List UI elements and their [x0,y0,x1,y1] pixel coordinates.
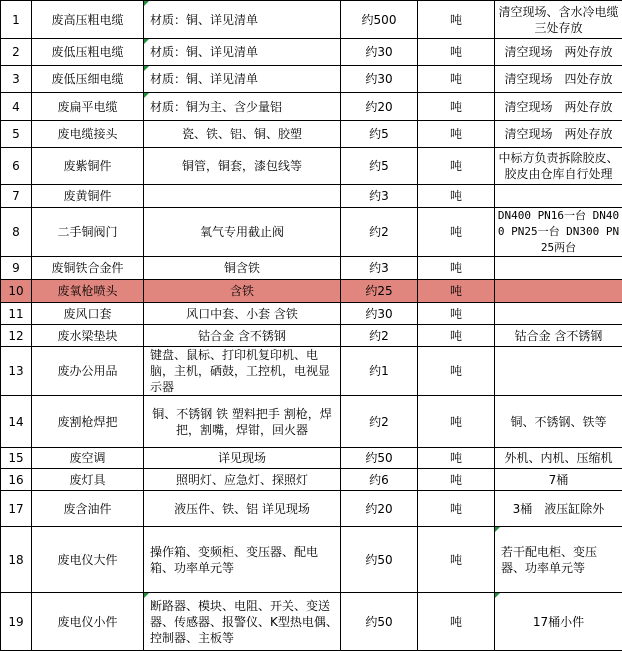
table-row[interactable] [1,491,622,527]
table-row-selected[interactable] [1,280,622,303]
cell-remark [495,185,622,208]
cell-index: 3 [1,66,32,93]
cell-item-name: 废电仪小件 [32,593,144,651]
cell-unit: 吨 [418,396,495,448]
cell-item-name: 废风口套 [32,303,144,325]
cell-material: 材质：铜、详见清单 [144,39,341,66]
cell-unit: 吨 [418,469,495,491]
cell-index: 17 [1,491,32,527]
table-row[interactable] [1,185,622,208]
cell-quantity: 约30 [341,303,418,325]
cell-index: 15 [1,448,32,469]
cell-quantity: 约2 [341,325,418,347]
cell-material: 瓷、铁、铝、铜、胶塑 [144,121,341,148]
table-row[interactable] [1,593,622,651]
cell-unit: 吨 [418,1,495,39]
cell-quantity: 约5 [341,121,418,148]
cell-remark: 17桶小件 [495,593,622,651]
cell-index: 8 [1,208,32,257]
table-row[interactable] [1,303,622,325]
cell-index: 2 [1,39,32,66]
cell-item-name: 废铜铁合金件 [32,257,144,280]
cell-remark [495,280,622,303]
cell-unit: 吨 [418,280,495,303]
cell-quantity: 约3 [341,257,418,280]
cell-remark: 铜、不锈钢、铁等 [495,396,622,448]
cell-item-name: 废电仪大件 [32,527,144,593]
cell-material: 铜管，铜套，漆包线等 [144,148,341,185]
cell-item-name: 废低压粗电缆 [32,39,144,66]
table-row[interactable] [1,527,622,593]
cell-quantity: 约30 [341,66,418,93]
cell-unit: 吨 [418,593,495,651]
cell-index: 18 [1,527,32,593]
table-row[interactable] [1,1,622,39]
cell-index: 9 [1,257,32,280]
cell-material: 操作箱、变频柜、变压器、配电箱、功率单元等 [144,527,341,593]
cell-item-name: 废水梁垫块 [32,325,144,347]
cell-unit: 吨 [418,303,495,325]
table-row[interactable] [1,396,622,448]
cell-unit: 吨 [418,527,495,593]
cell-remark: 外机、内机、压缩机 [495,448,622,469]
cell-remark: 清空现场 两处存放 [495,39,622,66]
cell-material: 键盘、鼠标、打印机复印机、电脑，主机，硒鼓，工控机，电视显示器 [144,347,341,396]
cell-unit: 吨 [418,325,495,347]
cell-quantity: 约2 [341,208,418,257]
cell-quantity: 约5 [341,148,418,185]
cell-remark: 清空现场、含水冷电缆 三处存放 [495,1,622,39]
cell-item-name: 废含油件 [32,491,144,527]
cell-quantity: 约50 [341,593,418,651]
cell-index: 1 [1,1,32,39]
cell-remark [495,257,622,280]
cell-material: 材质：铜为主、含少量铝 [144,93,341,121]
cell-quantity: 约3 [341,185,418,208]
cell-quantity: 约500 [341,1,418,39]
cell-item-name: 废空调 [32,448,144,469]
cell-material: 含铁 [144,280,341,303]
cell-quantity: 约6 [341,469,418,491]
cell-quantity: 约25 [341,280,418,303]
cell-unit: 吨 [418,208,495,257]
cell-material: 详见现场 [144,448,341,469]
table-row[interactable] [1,257,622,280]
cell-index: 10 [1,280,32,303]
cell-remark [495,347,622,396]
table-row[interactable] [1,66,622,93]
cell-unit: 吨 [418,257,495,280]
cell-remark [495,303,622,325]
cell-unit: 吨 [418,121,495,148]
cell-item-name: 废紫铜件 [32,148,144,185]
cell-quantity: 约20 [341,491,418,527]
cell-remark: 清空现场 两处存放 [495,121,622,148]
cell-remark: DN400 PN16一台 DN400 PN25一台 DN300 PN25两台 [495,208,622,257]
cell-index: 19 [1,593,32,651]
cell-quantity: 约50 [341,527,418,593]
cell-quantity: 约2 [341,396,418,448]
cell-item-name: 废扁平电缆 [32,93,144,121]
cell-remark: 7桶 [495,469,622,491]
cell-material [144,185,341,208]
cell-item-name: 废低压细电缆 [32,66,144,93]
cell-index: 6 [1,148,32,185]
table-row[interactable] [1,347,622,396]
cell-material: 材质：铜、详见清单 [144,1,341,39]
cell-material: 铜含铁 [144,257,341,280]
cell-remark: 钴合金 含不锈钢 [495,325,622,347]
table-row[interactable] [1,93,622,121]
cell-quantity: 约20 [341,93,418,121]
cell-item-name: 废割枪焊把 [32,396,144,448]
cell-item-name: 废电缆接头 [32,121,144,148]
cell-index: 13 [1,347,32,396]
cell-quantity: 约1 [341,347,418,396]
cell-index: 7 [1,185,32,208]
table-row[interactable] [1,39,622,66]
table-row[interactable] [1,208,622,257]
cell-index: 4 [1,93,32,121]
cell-item-name: 废灯具 [32,469,144,491]
cell-material: 断路器、模块、电阻、开关、变送器、传感器、报警仪、K型热电偶、控制器、主板等 [144,593,341,651]
cell-index: 12 [1,325,32,347]
cell-quantity: 约50 [341,448,418,469]
cell-unit: 吨 [418,148,495,185]
cell-unit: 吨 [418,185,495,208]
cell-unit: 吨 [418,66,495,93]
cell-material: 液压件、铁、铝 详见现场 [144,491,341,527]
cell-remark: 中标方负责拆除胶皮、胶皮由仓库自行处理 [495,148,622,185]
cell-item-name: 二手铜阀门 [32,208,144,257]
cell-remark: 3桶 液压缸除外 [495,491,622,527]
cell-item-name: 废黄铜件 [32,185,144,208]
cell-remark: 若干配电柜、变压器、功率单元等 [495,527,622,593]
cell-material: 铜、不锈钢 铁 塑料把手 割枪，焊把，割嘴，焊钳，回火器 [144,396,341,448]
cell-unit: 吨 [418,39,495,66]
cell-unit: 吨 [418,93,495,121]
cell-material: 钴合金 含不锈钢 [144,325,341,347]
cell-remark: 清空现场 两处存放 [495,93,622,121]
inventory-table-body [1,1,622,651]
cell-remark: 清空现场 四处存放 [495,66,622,93]
cell-index: 11 [1,303,32,325]
cell-quantity: 约30 [341,39,418,66]
cell-item-name: 废氧枪喷头 [32,280,144,303]
cell-unit: 吨 [418,491,495,527]
cell-item-name: 废办公用品 [32,347,144,396]
table-row[interactable] [1,448,622,469]
cell-material: 材质：铜、详见清单 [144,66,341,93]
table-row[interactable] [1,469,622,491]
table-row[interactable] [1,121,622,148]
cell-index: 16 [1,469,32,491]
cell-index: 5 [1,121,32,148]
cell-unit: 吨 [418,347,495,396]
cell-material: 照明灯、应急灯、探照灯 [144,469,341,491]
cell-material: 风口中套、小套 含铁 [144,303,341,325]
cell-item-name: 废高压粗电缆 [32,1,144,39]
cell-unit: 吨 [418,448,495,469]
table-row[interactable] [1,325,622,347]
cell-index: 14 [1,396,32,448]
cell-material: 氧气专用截止阀 [144,208,341,257]
table-row[interactable] [1,148,622,185]
